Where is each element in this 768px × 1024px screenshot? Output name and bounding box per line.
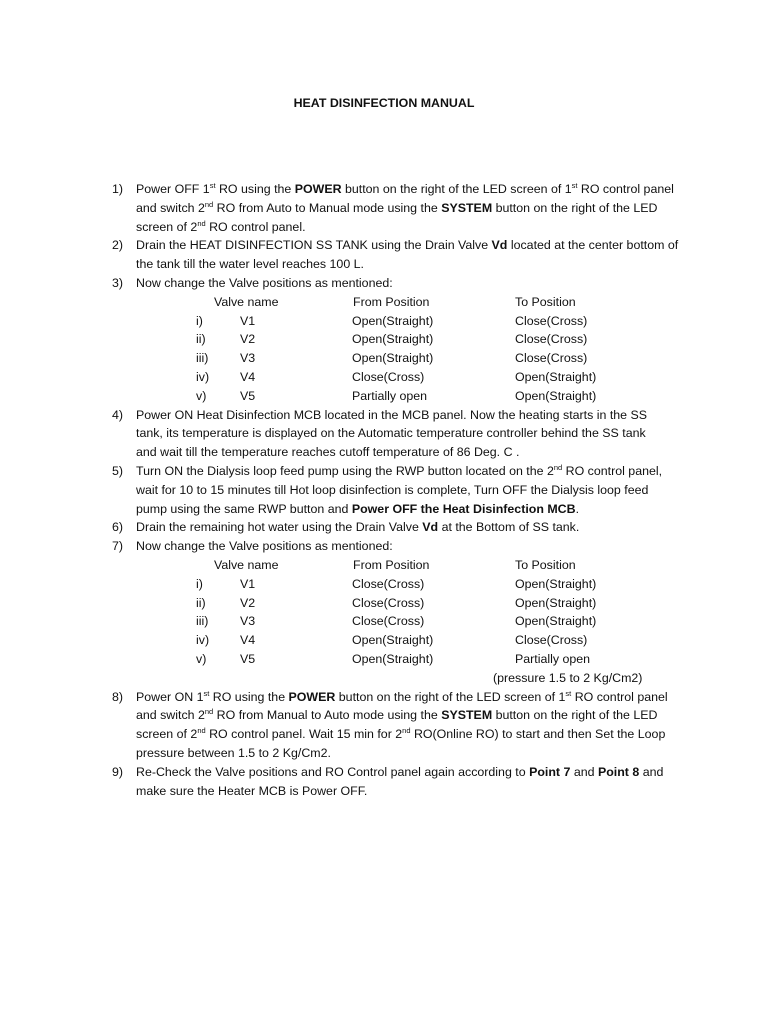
item-line: pump using the same RWP button and Power OFF the Heat Disinfection MCB. bbox=[136, 501, 580, 516]
list-item bbox=[112, 462, 682, 518]
to-position: Open(Straight) bbox=[515, 595, 597, 610]
valve-name: V5 bbox=[240, 651, 256, 666]
valve-name: V2 bbox=[240, 595, 256, 610]
item-number: 7) bbox=[112, 539, 124, 554]
row-numeral: v) bbox=[196, 388, 207, 403]
valve-row bbox=[112, 650, 682, 669]
column-header: To Position bbox=[515, 557, 576, 572]
to-position: Open(Straight) bbox=[515, 369, 597, 384]
row-numeral: i) bbox=[196, 313, 203, 328]
from-position: Open(Straight) bbox=[352, 651, 434, 666]
item-line: and switch 2nd RO from Manual to Auto mode using the SYSTEM button on the right of the LED bbox=[136, 707, 658, 723]
item-line: Drain the HEAT DISINFECTION SS TANK using the Drain Valve Vd located at the center bottom of bbox=[136, 238, 679, 253]
list-item bbox=[112, 518, 682, 537]
bold-text: SYSTEM bbox=[441, 200, 493, 215]
row-numeral: ii) bbox=[196, 595, 206, 610]
valve-name: V5 bbox=[240, 388, 256, 403]
item-number: 6) bbox=[112, 520, 124, 535]
from-position: Open(Straight) bbox=[352, 351, 434, 366]
row-numeral: i) bbox=[196, 576, 203, 591]
to-position: Close(Cross) bbox=[515, 351, 588, 366]
row-numeral: ii) bbox=[196, 332, 206, 347]
valve-name: V4 bbox=[240, 369, 256, 384]
list-item bbox=[112, 537, 682, 687]
ordinal-suffix: st bbox=[209, 181, 216, 190]
ordinal-suffix: st bbox=[203, 688, 210, 698]
item-number: 4) bbox=[112, 407, 124, 422]
item-number: 2) bbox=[112, 238, 124, 253]
page-title: HEAT DISINFECTION MANUAL bbox=[293, 96, 475, 110]
valve-name: V3 bbox=[240, 351, 256, 366]
bold-text: POWER bbox=[294, 182, 342, 196]
list-item bbox=[112, 180, 682, 236]
item-line: and switch 2nd RO from Auto to Manual mode using the SYSTEM button on the right of the LED bbox=[136, 199, 658, 215]
bold-text: Power OFF the Heat Disinfection MCB bbox=[351, 501, 576, 516]
row-numeral: iii) bbox=[196, 351, 209, 366]
to-position: Open(Straight) bbox=[515, 614, 597, 629]
valve-row bbox=[112, 594, 682, 613]
valve-row bbox=[112, 387, 682, 406]
list-item bbox=[112, 763, 682, 801]
item-line: screen of 2nd RO control panel. bbox=[136, 218, 306, 234]
row-numeral: iii) bbox=[196, 614, 209, 629]
to-position: Open(Straight) bbox=[515, 576, 597, 591]
instruction-list bbox=[112, 180, 682, 800]
valve-name: V1 bbox=[240, 313, 256, 328]
valve-row bbox=[112, 631, 682, 650]
item-line: pressure between 1.5 to 2 Kg/Cm2. bbox=[136, 745, 331, 760]
valve-name: V4 bbox=[240, 633, 256, 648]
valve-table bbox=[112, 556, 682, 688]
item-line: Re-Check the Valve positions and RO Control panel again according to Point 7 and Point 8 and bbox=[136, 764, 664, 779]
valve-name: V2 bbox=[240, 332, 256, 347]
to-position: Partially open bbox=[515, 651, 591, 666]
from-position: Close(Cross) bbox=[352, 595, 425, 610]
column-header: From Position bbox=[353, 557, 430, 572]
bold-text: Vd bbox=[422, 520, 439, 535]
item-number: 3) bbox=[112, 275, 124, 290]
bold-text: Vd bbox=[491, 238, 508, 253]
item-line: Turn ON the Dialysis loop feed pump using the RWP button located on the 2nd RO control panel, bbox=[136, 462, 663, 478]
from-position: Partially open bbox=[352, 388, 428, 403]
ordinal-suffix: nd bbox=[197, 218, 206, 228]
ordinal-suffix: nd bbox=[197, 726, 206, 736]
item-number: 9) bbox=[112, 764, 124, 779]
item-number: 8) bbox=[112, 689, 124, 704]
ordinal-suffix: nd bbox=[553, 462, 563, 472]
valve-row bbox=[112, 349, 682, 368]
valve-name: V1 bbox=[240, 576, 256, 591]
item-number: 5) bbox=[112, 463, 124, 478]
valve-row bbox=[112, 312, 682, 331]
item-line: make sure the Heater MCB is Power OFF. bbox=[136, 783, 368, 798]
column-header: Valve name bbox=[214, 294, 279, 309]
valve-name: V3 bbox=[240, 614, 256, 629]
pressure-note: (pressure 1.5 to 2 Kg/Cm2) bbox=[493, 670, 643, 685]
valve-row bbox=[112, 612, 682, 631]
valve-table bbox=[112, 293, 682, 406]
valve-table-header bbox=[112, 293, 682, 312]
from-position: Open(Straight) bbox=[352, 332, 434, 347]
item-line: Power ON 1st RO using the POWER button on the right of the LED screen of 1st RO control panel bbox=[136, 688, 668, 704]
from-position: Close(Cross) bbox=[352, 614, 425, 629]
ordinal-suffix: nd bbox=[204, 199, 214, 209]
list-item bbox=[112, 274, 682, 406]
valve-table-header bbox=[112, 556, 682, 575]
pressure-note-row bbox=[112, 669, 682, 688]
from-position: Close(Cross) bbox=[352, 576, 425, 591]
from-position: Close(Cross) bbox=[352, 369, 425, 384]
item-line: tank, its temperature is displayed on the Automatic temperature controller behind the SS tank bbox=[136, 426, 646, 441]
valve-row bbox=[112, 575, 682, 594]
row-numeral: v) bbox=[196, 651, 207, 666]
to-position: Close(Cross) bbox=[515, 633, 588, 648]
list-item bbox=[112, 406, 682, 462]
ordinal-suffix: nd bbox=[204, 707, 214, 717]
bold-text: SYSTEM bbox=[441, 708, 493, 723]
item-line: and wait till the temperature reaches cutoff temperature of 86 Deg. C . bbox=[136, 445, 520, 460]
item-line: wait for 10 to 15 minutes till Hot loop disinfection is complete, Turn OFF the Dialysis loop feed bbox=[136, 482, 649, 497]
to-position: Close(Cross) bbox=[515, 332, 588, 347]
item-line: Drain the remaining hot water using the Drain Valve Vd at the Bottom of SS tank. bbox=[136, 520, 580, 535]
bold-text: Point 7 bbox=[529, 764, 571, 779]
row-numeral: iv) bbox=[196, 633, 210, 648]
column-header: To Position bbox=[515, 294, 576, 309]
to-position: Close(Cross) bbox=[515, 313, 588, 328]
item-line: the tank till the water level reaches 100 L. bbox=[136, 257, 364, 272]
to-position: Open(Straight) bbox=[515, 388, 597, 403]
item-line: screen of 2nd RO control panel. Wait 15 min for 2nd RO(Online RO) to start and then Set the Loop bbox=[136, 726, 666, 742]
ordinal-suffix: st bbox=[571, 181, 578, 190]
column-header: From Position bbox=[353, 294, 430, 309]
ordinal-suffix: nd bbox=[402, 726, 411, 736]
bold-text: Point 8 bbox=[597, 764, 640, 779]
bold-text: POWER bbox=[288, 689, 336, 704]
item-line: Now change the Valve positions as mentioned: bbox=[136, 539, 393, 554]
item-line: Now change the Valve positions as mentioned: bbox=[136, 275, 393, 290]
item-line: Power ON Heat Disinfection MCB located in the MCB panel. Now the heating starts in the SS bbox=[136, 407, 648, 422]
from-position: Open(Straight) bbox=[352, 313, 434, 328]
valve-row bbox=[112, 330, 682, 349]
list-item bbox=[112, 236, 682, 274]
column-header: Valve name bbox=[214, 557, 279, 572]
from-position: Open(Straight) bbox=[352, 633, 434, 648]
row-numeral: iv) bbox=[196, 369, 210, 384]
valve-row bbox=[112, 368, 682, 387]
list-item bbox=[112, 688, 682, 763]
item-line: Power OFF 1st RO using the POWER button on the right of the LED screen of 1st RO control panel bbox=[136, 181, 674, 196]
ordinal-suffix: st bbox=[565, 688, 572, 698]
item-number: 1) bbox=[112, 182, 124, 196]
